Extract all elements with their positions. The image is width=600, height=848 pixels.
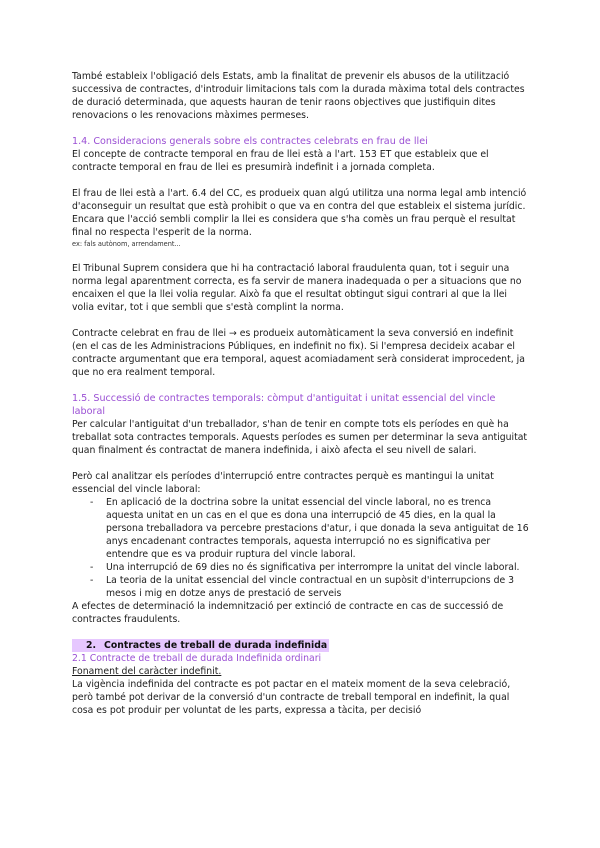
section-1-4: [72, 135, 530, 379]
section-2-1-heading: 2.1 Contracte de treball de durada Indefinida ordinari: [72, 653, 322, 664]
section-2: [72, 639, 530, 717]
section-2-heading: [72, 639, 329, 652]
list-item: - La teoria de la unitat essencial del vincle contractual en un supòsit d'interrupcions de 3 mesos i mig en dotze anys de prestació de serveis: [90, 574, 530, 600]
list-item: - En aplicació de la doctrina sobre la unitat essencial del vincle laboral, no es trenca aquesta unitat en un cas en el que es dona una interrupció de 45 dies, en la qual la persona treballadora va percebre prestacions d'atur, i que donada la seva antiguitat de 16 anys encadenant contractes temporals, aquesta interrupció no es significativa per entendre que es va produir ruptura del vincle laboral.: [90, 496, 530, 561]
section-1-4-paragraph-4: Contracte celebrat en frau de llei → es produeix automàticament la seva conversió en indefinit (en el cas de les Administracions Públiques, en indefinit no fix). Si l'empresa decideix acabar el contracte argumentant que era temporal, aquest acomiadament serà considerat improcedent, ja que no era realment temporal.: [72, 328, 525, 378]
list-item: - Una interrupció de 69 dies no és significativa per interrompre la unitat del vincle laboral.: [90, 561, 530, 574]
section-2-1-underline-title: Fonament del caràcter indefinit.: [72, 666, 222, 677]
section-2-heading-line: [72, 639, 530, 652]
section-1-5-paragraph-3: A efectes de determinació la indemnització per extinció de contracte en cas de successió de contractes fraudulents.: [72, 601, 504, 625]
section-1-5-heading: 1.5. Successió de contractes temporals: còmput d'antiguitat i unitat essencial del vincle laboral: [72, 393, 496, 417]
interruption-list: [72, 496, 530, 600]
section-2-number: 2.: [86, 640, 97, 651]
section-1-5: [72, 392, 530, 626]
section-2-1-paragraph-1: La vigència indefinida del contracte es pot pactar en el mateix moment de la seva celebració, però també pot derivar de la conversió d'un contracte de treball temporal en indefinit, la qual cosa es pot produir per voluntat de les parts, expressa a tàcita, per decisió: [72, 679, 511, 716]
section-1-4-note: ex: fals autònom, arrendament...: [72, 240, 181, 248]
intro-paragraph: També estableix l'obligació dels Estats, amb la finalitat de prevenir els abusos de la utilització successiva de contractes, d'introduir limitacions tals com la durada màxima total dels contractes de duració determinada, que aquests hauran de tenir raons objectives que justifiquin dites renovacions o les renovacions màximes permeses.: [72, 71, 525, 121]
section-1-5-paragraph-2: Però cal analitzar els períodes d'interrupció entre contractes perquè es mantingui la unitat essencial del vincle laboral:: [72, 471, 494, 495]
section-1-4-heading: 1.4. Consideracions generals sobre els contractes celebrats en frau de llei: [72, 136, 428, 147]
section-1-4-paragraph-3: El Tribunal Suprem considera que hi ha contractació laboral fraudulenta quan, tot i seguir una norma legal aparentment correcta, es fa servir de manera inadequada o per a situacions que no encaixen el que la llei volia regular. Això fa que el resultat obtingut sigui contrari al que la llei volia evitar, tot i que sembli que s'està complint la norma.: [72, 263, 522, 313]
section-1-4-paragraph-1: El concepte de contracte temporal en frau de llei està a l'art. 153 ET que estableix que el contracte temporal en frau de llei es presumirà indefinit i a jornada completa.: [72, 149, 489, 173]
section-2-heading-text: Contractes de treball de durada indefinida: [104, 640, 328, 651]
section-1-4-paragraph-2: El frau de llei està a l'art. 6.4 del CC, es produeix quan algú utilitza una norma legal amb intenció d'aconseguir un resultat que està prohibit o que va en contra del que estableix el sistema jurídic. Encara que l'acció sembli complir la llei es considera que s'ha comès un frau perquè el resultat final no respecta l'esperit de la norma.: [72, 188, 527, 238]
section-1-5-paragraph-1: Per calcular l'antiguitat d'un treballador, s'han de tenir en compte tots els períodes en què ha treballat sota contractes temporals. Aquests períodes es sumen per determinar la seva antiguitat quan finalment és contractat de manera indefinida, i això afecta el seu nivell de salari.: [72, 419, 528, 456]
